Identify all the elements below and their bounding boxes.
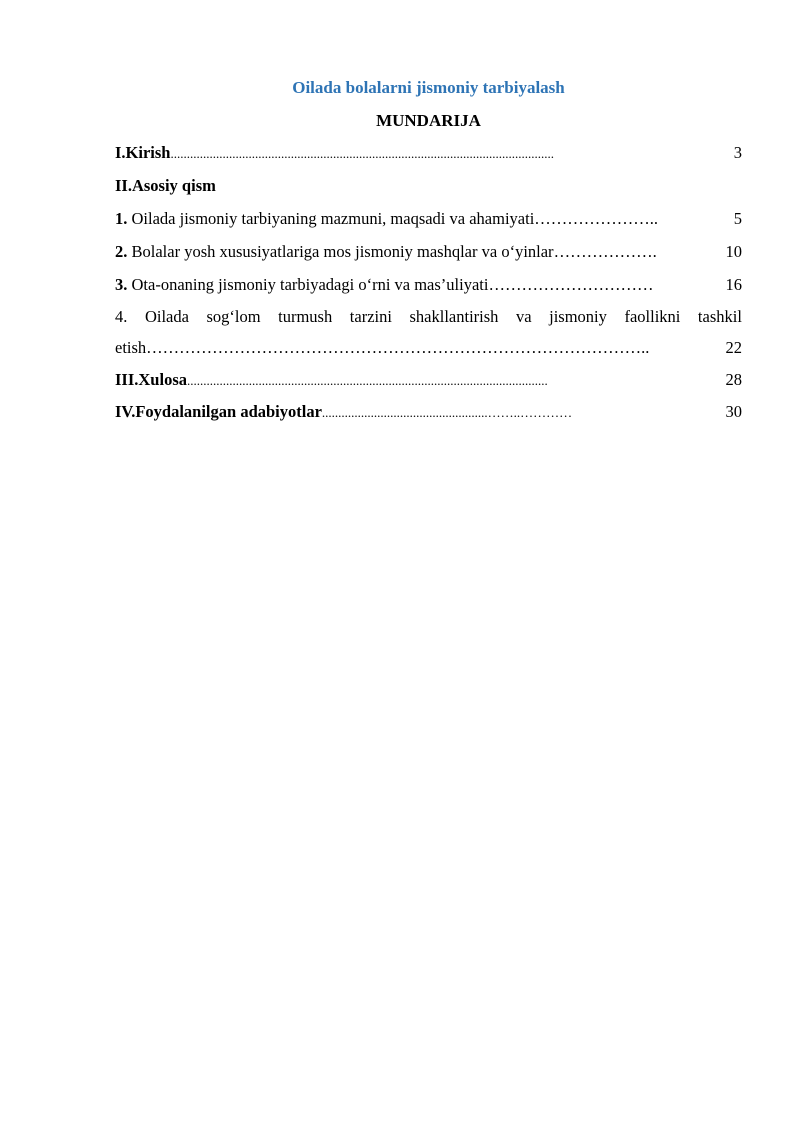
toc-entry-label: IV.Foydalanilgan adabiyotlar	[115, 402, 322, 421]
toc-entry-4-line1[interactable]	[115, 306, 742, 328]
toc-entry-number: 2.	[115, 242, 128, 261]
toc-entry-word: tarzini	[349, 307, 392, 326]
toc-leader-dots: ...............................................................................................................	[187, 373, 548, 388]
toc-entry-adabiyotlar[interactable]	[115, 401, 742, 423]
toc-entry-text: Oilada jismoniy tarbiyaning mazmuni, maqsadi va ahamiyati	[127, 209, 535, 228]
toc-entry-text: Bolalar yosh xususiyatlariga mos jismoniy mashqlar va o‘yinlar	[127, 242, 554, 261]
toc-entry-word: Oilada	[144, 307, 189, 326]
toc-entry-word: tashkil	[697, 307, 742, 326]
toc-page-number: 22	[725, 338, 742, 357]
toc-leader-dots: ...................................................……..…………	[321, 405, 573, 420]
toc-section-label: II.Asosiy qism	[115, 176, 216, 195]
toc-page-number: 28	[725, 370, 742, 389]
toc-heading: MUNDARIJA	[376, 111, 481, 130]
toc-leader-dots: …………………………	[488, 275, 654, 294]
toc-entry-xulosa[interactable]	[115, 369, 742, 391]
toc-page-number: 30	[725, 402, 742, 421]
toc-entry-label: III.Xulosa	[115, 370, 187, 389]
toc-entry-1[interactable]	[115, 208, 742, 230]
toc-entry-word: shakllantirish	[409, 307, 499, 326]
toc-page-number: 5	[733, 209, 742, 228]
toc-entry-label	[115, 208, 534, 230]
toc-leader-dots: ......................................................................................................................	[170, 146, 554, 161]
toc-entry-label	[115, 241, 554, 263]
document-title: Oilada bolalarni jismoniy tarbiyalash	[292, 78, 565, 97]
toc-leader-dots: ………………………………………………………………………………..	[146, 338, 650, 357]
toc-page-number: 16	[725, 275, 742, 294]
toc-entry-kirish[interactable]	[115, 142, 742, 164]
toc-entry-2[interactable]	[115, 241, 742, 263]
toc-entry-word: sog‘lom	[206, 307, 261, 326]
toc-entry-asosiy-qism[interactable]	[115, 175, 742, 197]
toc-leader-dots: ……………….	[553, 242, 657, 261]
toc-entry-4-line2[interactable]	[115, 337, 742, 359]
toc-entry-label: I.Kirish	[115, 143, 171, 162]
toc-entry-number: 3.	[115, 275, 128, 294]
toc-entry-word: va	[515, 307, 532, 326]
toc-entry-word: turmush	[278, 307, 333, 326]
toc-entry-word: faollikni	[624, 307, 681, 326]
toc-leader-dots: …………………..	[534, 209, 659, 228]
toc-page-number: 3	[733, 143, 742, 162]
toc-entry-text: etish	[115, 338, 147, 357]
toc-entry-number: 4.	[115, 307, 128, 326]
toc-page-number: 10	[725, 242, 742, 261]
toc-entry-3[interactable]	[115, 274, 742, 296]
toc-entry-number: 1.	[115, 209, 128, 228]
toc-entry-text: Ota-onaning jismoniy tarbiyadagi o‘rni va mas’uliyati	[127, 275, 489, 294]
toc-entry-label	[115, 274, 488, 296]
toc-entry-word: jismoniy	[549, 307, 607, 326]
